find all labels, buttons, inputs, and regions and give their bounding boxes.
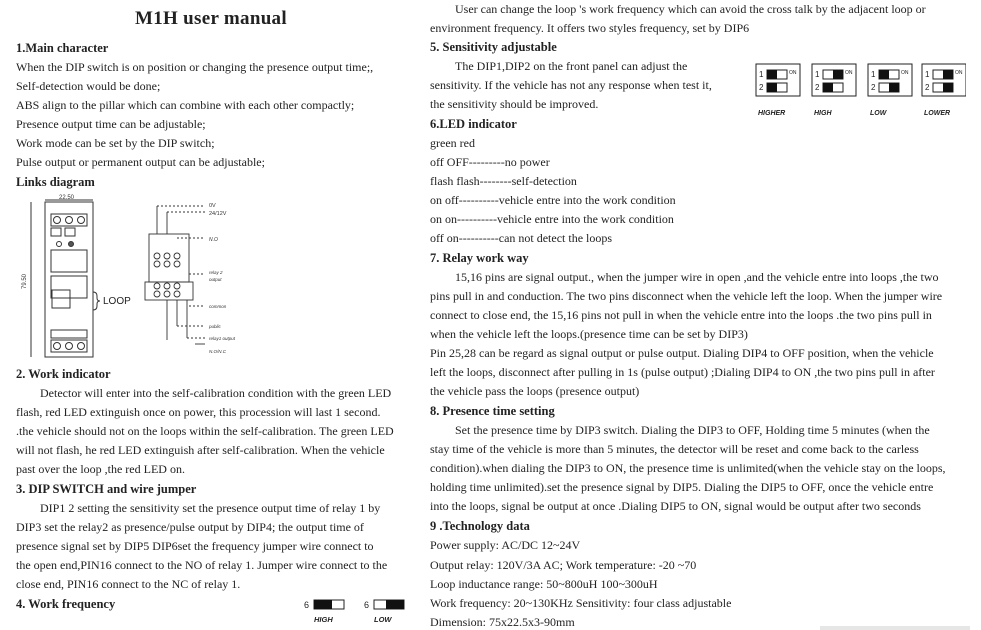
text-line: left the loops, disconnect after pulling in 1s (pulse output) ;Dialing DIP4 to ON ,the two pins pull in after: [430, 365, 935, 379]
text-line: Self-detection would be done;: [16, 79, 161, 93]
dip-knob: [943, 83, 953, 92]
frequency-dip-diagram: [302, 596, 412, 630]
text-line: Work frequency: 20~130KHz Sensitivity: four class adjustable: [430, 596, 732, 610]
section-heading: 9 .Technology data: [430, 519, 530, 533]
freq-dip-num: 6: [304, 600, 310, 610]
text-line: .the vehicle should not on the loops within the self-calibration. The green LED: [16, 424, 394, 438]
label-public: public: [209, 324, 221, 329]
label-0v: 0V: [209, 203, 216, 209]
sensitivity-level-label: LOWER: [924, 110, 951, 117]
text-line: When the DIP switch is on position or changing the presence output time;,: [16, 60, 374, 74]
label-nonc: N.O/N.C: [209, 349, 227, 354]
dip-switch-group: [812, 64, 856, 117]
dip-on-label: ON: [845, 70, 853, 76]
text-line: Detector will enter into the self-calibration condition with the green LED: [40, 386, 392, 400]
text-line: close end, PIN16 connect to the NC of relay 1.: [16, 577, 241, 591]
text-line: when the vehicle left the loops.(presence time can be set by DIP3): [430, 327, 748, 341]
text-line: past over the loop ,the red LED on.: [16, 462, 185, 476]
text-line: green red: [430, 136, 475, 150]
text-line: the vehicle pass the loops (presence output): [430, 384, 640, 398]
label-common: common: [209, 304, 227, 309]
section-heading: 5. Sensitivity adjustable: [430, 40, 557, 54]
text-line: holding time unlimited).set the presence signal by DIP5. Dialing the DIP5 to OFF, once the vehicle entre: [430, 480, 934, 494]
loop-brace: [93, 292, 100, 310]
sensitivity-level-label: HIGHER: [758, 110, 786, 117]
text-line: off OFF---------no power: [430, 155, 550, 169]
sensitivity-level-label: LOW: [870, 110, 887, 117]
text-line: Loop inductance range: 50~800uH 100~300uH: [430, 577, 658, 591]
text-line: Pulse output or permanent output can be adjustable;: [16, 155, 265, 169]
dim-width: 22.50: [59, 195, 75, 201]
frequency-level-label: HIGH: [314, 615, 333, 624]
label-no: N.O: [209, 237, 218, 243]
text-line: off on----------can not detect the loops: [430, 231, 613, 245]
freq-knob: [314, 600, 332, 609]
dip-knob: [943, 70, 953, 79]
text-line: Power supply: AC/DC 12~24V: [430, 538, 581, 552]
text-line: The DIP1,DIP2 on the front panel can adjust the: [455, 59, 688, 73]
text-line: connect to close end, the 15,16 pins not pull in when the vehicle entre into the loops .the two pins pull in: [430, 308, 932, 322]
dip-num-1: 1: [759, 70, 764, 79]
dip-num-1: 1: [815, 70, 820, 79]
freq-dip-num: 6: [364, 600, 370, 610]
text-line: on on----------vehicle entre into the work condition: [430, 212, 674, 226]
dip-num-2: 2: [759, 83, 764, 92]
text-line: 15,16 pins are signal output., when the jumper wire in open ,and the vehicle entre into loops ,the two: [455, 270, 939, 284]
sensitivity-level-label: HIGH: [814, 110, 832, 117]
links-diagram: [15, 194, 280, 364]
text-line: Work mode can be set by the DIP switch;: [16, 136, 215, 150]
wiring: [145, 206, 205, 344]
dip-on-label: ON: [955, 70, 963, 76]
dip-num-2: 2: [925, 83, 930, 92]
text-line: environment frequency. It offers two styles frequency, set by DIP6: [430, 21, 750, 35]
dip-switch-group: [922, 64, 966, 117]
dip-knob: [823, 83, 833, 92]
text-line: Pin 25,28 can be regard as signal output or pulse output. Dialing DIP4 to OFF position, when the vehicle: [430, 346, 934, 360]
dip-num-2: 2: [815, 83, 820, 92]
text-line: sensitivity. If the vehicle has not any response when test it,: [430, 78, 712, 92]
text-line: into the loops, signal be output at once .Dialing DIP5 to ON, signal would be output after two seconds: [430, 499, 921, 513]
section-heading: 7. Relay work way: [430, 251, 529, 265]
text-line: will not flash, he red LED extinguish after self-calibration. When the vehicle: [16, 443, 385, 457]
text-line: condition).when dialing the DIP3 to ON, the presence time is unlimited(when the vehicle stay on the loops,: [430, 461, 946, 475]
text-line: Presence output time can be adjustable;: [16, 117, 206, 131]
bottom-scrollbar-hint: [820, 626, 970, 630]
section-heading: 3. DIP SWITCH and wire jumper: [16, 482, 197, 496]
text-line: flash flash--------self-detection: [430, 174, 577, 188]
text-line: the open end,PIN16 connect to the NO of relay 1. Jumper wire connect to the: [16, 558, 388, 572]
sensitivity-dip-diagram: [754, 60, 966, 122]
loop-label: LOOP: [103, 296, 131, 307]
freq-switch-group: [364, 600, 404, 624]
dim-height: 79.50: [22, 273, 28, 289]
freq-knob: [386, 600, 404, 609]
text-line: the sensitivity should be improved.: [430, 97, 599, 111]
text-line: presence signal set by DIP5 DIP6set the frequency jumper wire connect to: [16, 539, 374, 553]
text-line: User can change the loop 's work frequency which can avoid the cross talk by the adjacent loop or: [455, 2, 926, 16]
text-line: DIP3 set the relay2 as presence/pulse output by DIP4; the output time of: [16, 520, 364, 534]
section-heading: 8. Presence time setting: [430, 404, 555, 418]
page-title: M1H user manual: [135, 8, 287, 29]
dip-knob: [767, 70, 777, 79]
text-line: stay time of the vehicle is more than 5 minutes, the detector will be reset and come back to the carless: [430, 442, 919, 456]
dip-on-label: ON: [789, 70, 797, 76]
text-line: ABS align to the pillar which can combine with each other compactly;: [16, 98, 355, 112]
dip-knob: [889, 83, 899, 92]
text-line: Set the presence time by DIP3 switch. Dialing the DIP3 to OFF, Holding time 5 minutes (when the: [455, 423, 930, 437]
section-heading: 2. Work indicator: [16, 367, 111, 381]
text-line: flash, red LED extinguish once on power, this procession will last 1 second.: [16, 405, 381, 419]
dip-knob: [879, 70, 889, 79]
dip-num-2: 2: [871, 83, 876, 92]
dip-on-label: ON: [901, 70, 909, 76]
text-line: on off----------vehicle entre into the work condition: [430, 193, 676, 207]
text-line: Output relay: 120V/3A AC; Work temperature: -20 ~70: [430, 558, 697, 572]
dip-num-1: 1: [871, 70, 876, 79]
dip-knob: [767, 83, 777, 92]
section-heading: Links diagram: [16, 175, 95, 189]
dip-switch-group: [868, 64, 912, 117]
section-heading: 1.Main character: [16, 41, 109, 55]
module-outline: [31, 200, 93, 357]
label-24v: 24/12V: [209, 211, 227, 217]
label-relay1: relay1 output: [209, 336, 236, 341]
dip-knob: [833, 70, 843, 79]
freq-switch-group: [304, 600, 344, 624]
frequency-level-label: LOW: [374, 615, 392, 624]
section-heading: 4. Work frequency: [16, 597, 116, 611]
text-line: Dimension: 75x22.5x3-90mm: [430, 615, 575, 629]
dip-num-1: 1: [925, 70, 930, 79]
text-line: pins pull in and conduction. The two pins disconnect when the vehicle left the loop. When the jumper wire: [430, 289, 943, 303]
text-line: DIP1 2 setting the sensitivity set the presence output time of relay 1 by: [40, 501, 381, 515]
label-relay2: relay 2: [209, 270, 223, 275]
dip-switch-group: [756, 64, 800, 117]
section-heading: 6.LED indicator: [430, 117, 517, 131]
label-output: output: [209, 277, 222, 282]
